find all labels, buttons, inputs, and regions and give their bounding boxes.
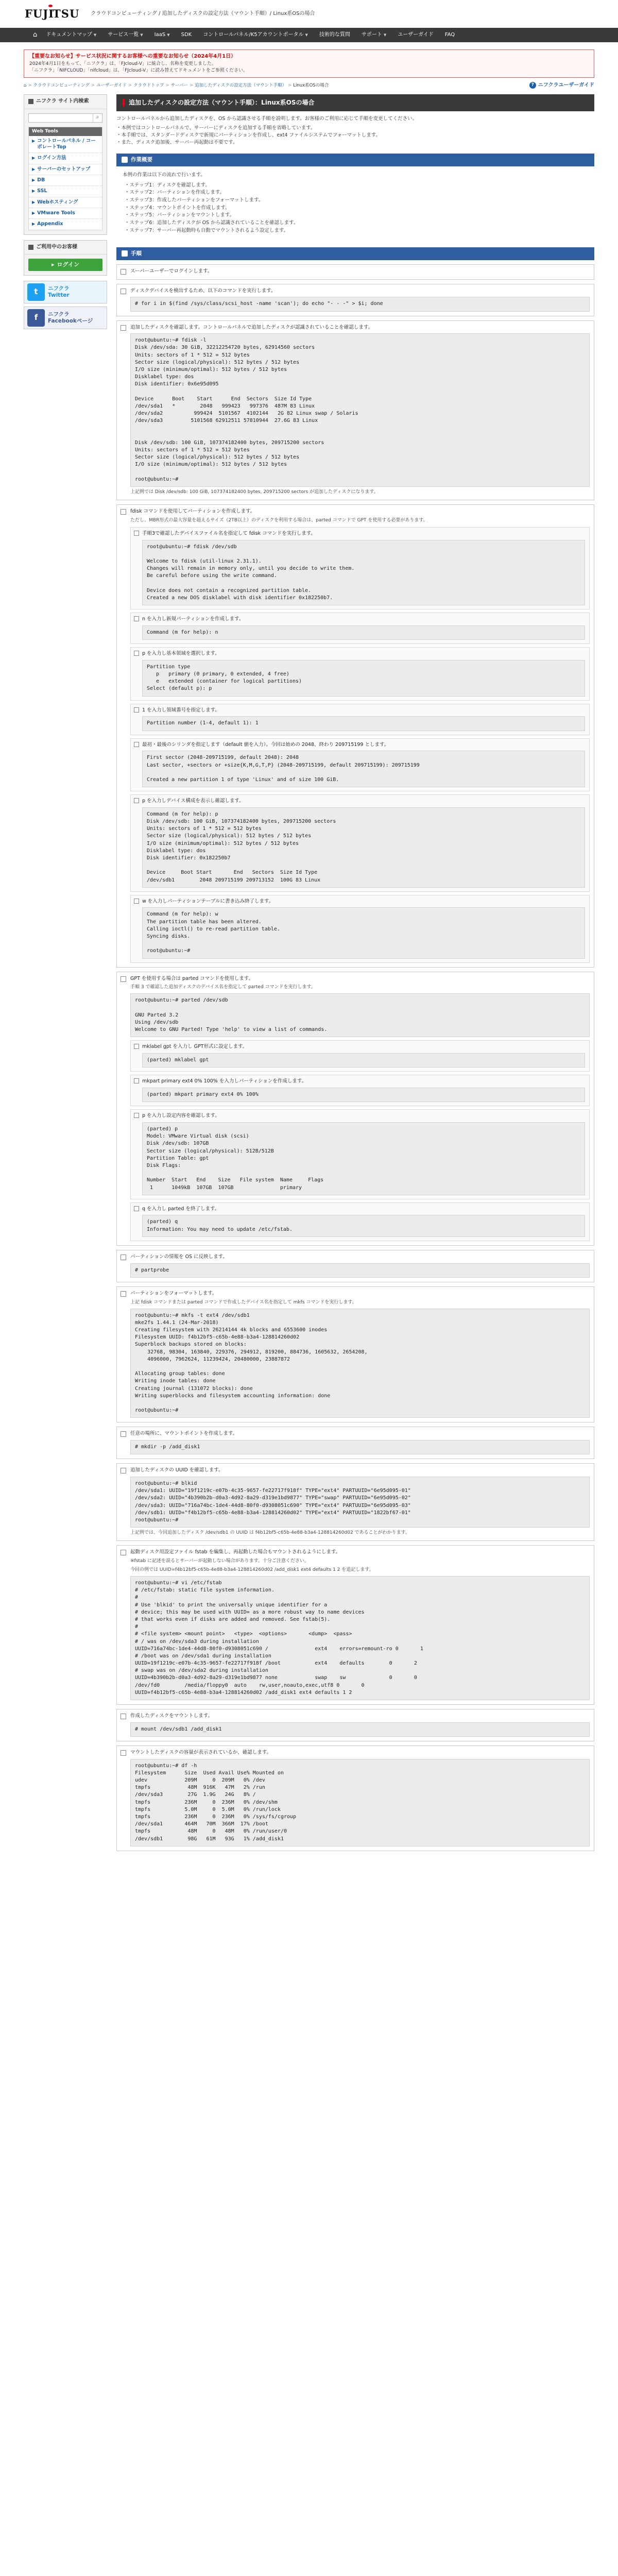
code-block: Command (m for help): w The partition table has been altered. Calling ioctl() to re-read partition table. Syncing disks. root@ubuntu:~# [142,907,585,958]
step-text: スーパーユーザーでログインします。 [130,268,213,274]
substep-text: n を入力し新規パーティションを作成します。 [142,616,244,622]
twitter-bird-icon: t [27,283,45,301]
substep [130,647,590,701]
substep [130,895,590,963]
overview-body [116,166,594,240]
nav-item-label: ユーザーガイド [398,31,434,38]
breadcrumb-item: Linux系OSの場合 [293,82,329,88]
steps-heading [116,247,594,260]
overview-item: ・ステップ2：パーティションを作成します。 [125,190,225,196]
substep-text: p を入力し設定内容を確認します。 [142,1113,220,1119]
nav-item[interactable] [149,28,176,42]
site-search-box [24,94,107,235]
substep-checkbox[interactable] [134,798,139,803]
header-title: クラウドコンピューティング / 追加したディスクの設定方法（マウント手順）/ Linux系OSの場合 [91,11,315,17]
substep-text: q を入力し parted を終了します。 [142,1206,220,1212]
substep-checkbox[interactable] [134,1206,139,1211]
sidebar-link-label: コントロールパネル / コーポレートTop [37,138,96,150]
code-block: root@ubuntu:~# fdisk -l Disk /dev/sda: 30 GiB, 32212254720 bytes, 62914560 sectors Units: sectors of 1 * 512 = 512 bytes Sector size (logical/physical): 512 bytes / 512 bytes I/O size (minimum/optimal): 512 bytes / 512 bytes Disklabel type: dos Disk identifier: 0x6e95d095 Device Boot Start End Sectors Size Id Type /dev/sda1 * 2048 999423 997376 487M 83 Linux /dev/sda2 999424 5101567 4102144 2G 82 Linux swap / Solaris /dev/sda3 5101568 62912511 57810944 27.6G 83 Linux Disk /dev/sdb: 100 GiB, 107374182400 bytes, 209715200 sectors Units: sectors of 1 * 512 = 512 bytes Sector size (logical/physical): 512 bytes / 512 bytes I/O size (minimum/optimal): 512 bytes / 512 bytes root@ubuntu:~# [130,333,590,487]
breadcrumb-item[interactable]: サーバー [170,82,188,88]
overview-item: ・ステップ6：追加したディスクが OS から認識されていることを確認します。 [125,220,299,226]
overview-item: ・ステップ1：ディスクを確認します。 [125,182,210,188]
arrow-right-icon: ▶ [32,166,36,172]
overview-item: ・ステップ7：サーバー再起動時も自動でマウントされるよう設定します。 [125,227,289,233]
notice-line: 2024年4月1日をもって、「ニフクラ」は、「FJcloud-V」に統合し、名称を変更しました。 [29,61,216,66]
site-search-title: ニフクラ サイト内検索 [36,98,89,105]
arrow-right-icon: ▶ [32,211,36,216]
code-block: root@ubuntu:~# mkfs -t ext4 /dev/sdb1 mke2fs 1.44.1 (24-Mar-2018) Creating filesystem with 26214144 4k blocks and 6553600 inodes Filesystem UUID: f4b12bf5-c65b-4e88-b3a4-128814260d02 Superblock backups stored on blocks: 32768, 98304, 163840, 229376, 294912, 819200, 884736, 1605632, 2654208, 4096000, 7962624, 11239424, 20480000, 23887872 Allocating group tables: done Writing inode tables: done Creating journal (131072 blocks): done Writing superblocks and filesystem accounting information: done root@ubuntu:~# [130,1309,590,1418]
substep [130,1109,590,1199]
sidebar-link-label: ログイン方法 [37,155,66,161]
user-section-icon [28,245,33,250]
chevron-down-icon: ▼ [93,32,97,37]
step-12 [116,1745,594,1851]
step-text: 任意の場所に、マウントポイントを作成します。 [130,1431,238,1437]
page-title-text: 追加したディスクの設定方法（マウント手順）：Linux系OSの場合 [129,99,315,107]
step-checkbox[interactable] [121,269,126,275]
step-text: ディスクデバイスを検出するため、以下のコマンドを実行します。 [130,287,276,294]
breadcrumb-separator: > [165,82,169,88]
sidebar-link[interactable] [29,186,102,197]
step-note: 手順 3 で確認した追加ディスクのデバイス名を指定して parted コマンドを実行します。 [130,985,316,990]
sidebar-link-label: サーバーのセットアップ [37,166,91,172]
step-note: 今回の例では UUID=f4b12bf5-c65b-4e88-b3a4-128814260d02 /add_disk1 ext4 defaults 1 2 を追記します。 [130,1567,374,1572]
step-text: 追加したディスクを確認します。コントロールパネルで追加したディスクが認識されていることを確認します。 [130,324,373,330]
substep-text: 手順3で確認したデバイスファイル名を指定して fdisk コマンドを実行します。 [142,530,316,536]
substep-checkbox[interactable] [134,1044,139,1049]
substep-text: 1 を入力し領域番号を指定します。 [142,707,220,713]
step-note: ただし、MBR形式の最大容量を超えるサイズ（2TB以上）のディスクを利用する場合は、parted コマンドで GPT を使用する必要があります。 [130,517,428,523]
overview-heading-text: 作業概要 [131,156,152,163]
code-block: # mkdir -p /add_disk1 [130,1440,590,1454]
code-block: root@ubuntu:~# df -h Filesystem Size Used Avail Use% Mounted on udev 209M 0 209M 0% /dev tmpfs 48M 916K 47M 2% /run /dev/sda3 27G 1.9G 24G 8% / tmpfs 236M 0 236M 0% /dev/shm tmpfs 5.0M 0 5.0M 0% /run/lock tmpfs 236M 0 236M 0% /sys/fs/cgroup /dev/sda1 464M 70M 366M 17% /boot tmpfs 48M 0 48M 0% /run/user/0 /dev/sdb1 98G 61M 93G 1% /add_disk1 [130,1759,590,1846]
substep [130,1040,590,1072]
step-3 [116,320,594,501]
substep [130,527,590,609]
home-icon[interactable]: ⌂ [33,30,38,39]
code-block: Partition type p primary (0 primary, 0 extended, 4 free) e extended (container for logical partitions) Select (default p): p [142,660,585,697]
section-icon [122,250,128,257]
nav-item[interactable] [40,28,102,42]
substep [130,1075,590,1106]
nav-item[interactable] [176,28,198,42]
substep-checkbox[interactable] [134,651,139,656]
sidebar-link[interactable] [29,175,102,186]
code-block: (parted) mkpart primary ext4 0% 100% [142,1088,585,1102]
step-checkbox[interactable] [121,1431,126,1437]
chevron-down-icon: ▼ [305,32,308,37]
code-block: (parted) q Information: You may need to update /etc/fstab. [142,1215,585,1236]
step-checkbox[interactable] [121,325,126,331]
step-text: マウントしたディスクの容量が表示されているか、確認します。 [130,1749,271,1755]
step-text: パーティションをフォーマットします。 [130,1290,217,1296]
arrow-right-icon: ▶ [32,199,36,205]
site-search [28,113,102,123]
step-note: 上記 fdisk コマンドまたは parted コマンドで作成したデバイス名を指定して mkfs コマンドを実行します。 [130,1299,357,1305]
nav-item-label: FAQ [444,31,455,38]
step-text: 作成したディスクをマウントします。 [130,1713,213,1719]
breadcrumb-separator: > [288,82,292,88]
overview-lead: 本例の作業は以下の流れで行います。 [123,172,205,178]
nav-item[interactable] [197,28,314,42]
notice-title: 【重要なお知らせ】サービス状況に関するお客様への重要なお知らせ（2024年4月1日） [29,54,236,59]
main-nav [0,28,618,42]
facebook-f-icon: f [27,309,45,327]
step-1 [116,264,594,280]
code-block: Command (m for help): p Disk /dev/sdb: 100 GiB, 107374182400 bytes, 209715200 sectors Units: sectors of 1 * 512 = 512 bytes Sector size (logical/physical): 512 bytes / 512 bytes I/O size (minimum/optimal): 512 bytes / 512 bytes Disklabel type: dos Disk identifier: 0x182250b7 Device Boot Start End Sectors Size Id Type /dev/sdb1 2048 209715199 209713152 100G 83 Linux [142,807,585,888]
substep [130,738,590,792]
page-title [116,94,594,111]
substep-text: p を入力しデバイス構成を表示し確認します。 [142,798,244,804]
substep [130,613,590,644]
substep-text: mkpart primary ext4 0% 100% を入力しパーティションを作成します。 [142,1078,307,1084]
overview-item: ・ステップ5：パーティションをマウントします。 [125,212,235,218]
substep [130,704,590,735]
title-marker [123,99,125,107]
sidebar-link-label: Appendix [37,221,63,227]
breadcrumb-item[interactable]: クラウドコンピューティング [33,82,90,88]
arrow-right-icon: ▶ [32,222,36,227]
code-block: First sector (2048-209715199, default 2048): 2048 Last sector, +sectors or +size{K,M,G,T,P} (2048-209715199, default 209715199): 209715199 Created a new partition 1 of type 'Linux' and of size 100 GiB. [142,751,585,787]
site-search-input[interactable] [29,114,93,122]
substep-text: mklabel gpt を入力し GPT形式に設定します。 [142,1044,248,1050]
substep-checkbox[interactable] [134,531,139,536]
step-text: fdisk コマンドを使用してパーティションを作成します。 [130,509,255,515]
search-icon[interactable]: ⌕ [93,114,102,122]
code-block: # partprobe [130,1263,590,1278]
nav-item-label: コントロールパネル/K5アカウントポータル [203,31,304,38]
code-block: root@ubuntu:~# fdisk /dev/sdb Welcome to fdisk (util-linux 2.31.1). Changes will remain in memory only, until you decide to write them. Be careful before using the write command. Device does not contain a recognized partition table. Created a new DOS disklabel with disk identifier 0x182250b7. [142,540,585,606]
step-note: 上記例では Disk /dev/sdb: 100 GiB, 107374182400 bytes, 209715200 sectors が追加したディスクになります。 [130,489,379,495]
intro-text: コントロールパネルから追加したディスクを、OS から認識させる手順を説明します。お客様のご利用に応じて手順を変更してください。 [116,116,418,122]
substep-checkbox[interactable] [134,1113,139,1118]
breadcrumb [24,82,329,89]
sidebar-link-label: VMware Tools [37,210,75,216]
twitter-banner[interactable] [24,281,107,303]
arrow-right-icon: ▶ [32,138,36,143]
intro-note: ・本例ではコントロールパネルで、サーバーにディスクを追加する手順を省略しています。 [116,125,316,131]
breadcrumb-item[interactable]: クラウドトップ [133,82,164,88]
nav-item-label: ドキュメントマップ [46,31,92,38]
substep-checkbox[interactable] [134,1078,139,1083]
nav-item[interactable] [356,28,392,42]
step-checkbox[interactable] [121,1255,126,1260]
substep-text: 最初・最後のシリンダを指定します（default 値を入力）。今回は始めの 2048、終わり 209715199 とします。 [142,741,389,748]
twitter-label: ニフクラ Twitter [48,285,70,299]
code-block: # for i in $(find /sys/class/scsi_host -name 'scan'); do echo "- - -" > $i; done [130,297,590,311]
facebook-label: ニフクラ Facebookページ [48,311,93,325]
nav-items [40,28,460,42]
code-block: root@ubuntu:~# blkid /dev/sda1: UUID="19f1219c-e07b-4c35-9657-fe22717f918f" TYPE="ext4" PARTUUID="6e95d095-01" /dev/sda2: UUID="4b390b2b-d0a3-4d92-8a29-d319e1bd9877" TYPE="swap" PARTUUID="6e95d095-02" /dev/sda3: UUID="716a74bc-1de4-44d8-80f0-d9308051c690" TYPE="ext4" PARTUUID="6e95d095-03" /dev/sdb1: UUID="f4b12bf5-c65b-4e88-b3a4-128814260d02" TYPE="ext4" PARTUUID="1822bf67-01" root@ubuntu:~# [130,1477,590,1528]
main-content [116,94,594,1851]
chevron-down-icon: ▼ [140,32,143,37]
customer-box [24,240,107,276]
customer-head [24,241,107,255]
step-checkbox[interactable] [121,976,126,982]
sidebar-link[interactable] [29,197,102,208]
code-block: (parted) mklabel gpt [142,1053,585,1067]
nav-item-label: SDK [181,31,192,38]
chevron-down-icon: ▼ [383,32,387,37]
step-8 [116,1427,594,1459]
sidebar-link[interactable] [29,219,102,229]
intro-note: ・また、ディスク追加後、サーバー再起動は不要です。 [116,139,238,145]
user-guide-label: ニフクラユーザーガイド [538,82,594,88]
breadcrumb-separator: > [190,82,194,88]
arrow-right-icon: ▶ [32,189,36,194]
step-checkbox[interactable] [121,1550,126,1555]
sidebar-link[interactable] [29,164,102,175]
nav-item[interactable] [314,28,356,42]
step-5 [116,972,594,1246]
nav-item-label: サービス一覧 [108,31,139,38]
breadcrumb-row [24,82,594,90]
step-checkbox[interactable] [121,509,126,515]
step-10 [116,1545,594,1705]
substep-checkbox[interactable] [134,707,139,713]
sidebar-link[interactable] [29,136,102,154]
step-text: 追加したディスクの UUID を確認します。 [130,1467,224,1473]
overview-heading [116,154,594,166]
code-block: root@ubuntu:~# parted /dev/sdb GNU Parted 3.2 Using /dev/sdb Welcome to GNU Parted! Type 'help' to view a list of commands. [130,993,590,1037]
step-text: パーティションの情報を OS に反映します。 [130,1253,228,1260]
step-2 [116,284,594,316]
substep [130,1202,590,1241]
step-text: 起動ディスク用設定ファイル fstab を編集し、再起動した場合もマウントされるようにします。 [130,1549,341,1555]
overview-item: ・ステップ4：マウントポイントを作成します。 [125,205,230,211]
breadcrumb-item[interactable]: ユーザーガイド [96,82,127,88]
step-9 [116,1463,594,1541]
substep [130,794,590,892]
user-guide-link[interactable] [529,82,594,90]
step-checkbox[interactable] [121,1291,126,1297]
substep-text: w を入力しパーティションテーブルに書き込み終了します。 [142,898,274,904]
overview-list [123,182,588,235]
step-checkbox[interactable] [121,1714,126,1719]
breadcrumb-separator: > [91,82,95,88]
substep-checkbox[interactable] [134,742,139,747]
substep-checkbox[interactable] [134,899,139,904]
substep-checkbox[interactable] [134,616,139,621]
arrow-right-icon: ▶ [32,156,36,161]
nav-item[interactable] [392,28,439,42]
step-11 [116,1709,594,1741]
login-label: ログイン [57,261,79,268]
logo-text: FUJI TSU [25,6,79,22]
layout [24,94,594,1851]
step-checkbox[interactable] [121,1468,126,1473]
web-tools-links [29,136,102,230]
search-section-icon [28,99,33,104]
sidebar-link[interactable] [29,153,102,164]
sidebar [24,94,107,332]
web-tools-panel [28,127,102,230]
nav-item-label: 技術的な質問 [319,31,350,38]
step-text: GPT を使用する場合は parted コマンドを使用します。 [130,975,254,981]
home-icon[interactable]: ⌂ [24,82,27,88]
overview-item: ・ステップ3：作成したパーティションをフォーマットします。 [125,197,264,203]
important-notice [24,49,594,78]
breadcrumb-separator: > [28,82,32,88]
notice-line: 「ニフクラ」「NIFCLOUD」「nifcloud」は、「FJcloud-V」に読み替えてドキュメントをご参照ください。 [29,67,248,73]
sidebar-link-label: Webホスティング [37,199,78,205]
step-checkbox[interactable] [121,1750,126,1756]
site-search-head [24,95,107,109]
facebook-banner[interactable] [24,307,107,329]
fujitsu-logo[interactable] [25,6,79,22]
intro-note: ・本手順では、スタンダードディスクで新規にパーティションを作成し、ext4 ファイルシステムでフォーマットします。 [116,132,381,139]
help-icon: ? [529,82,536,89]
nav-item[interactable] [439,28,460,42]
nav-item-label: サポート [361,31,382,38]
step-note: 上記例では、今回追加したディスク /dev/sdb1 の UUID は f4b12bf5-c65b-4e88-b3a4-128814260d02 であることがわかります。 [130,1530,410,1536]
section-icon [122,157,128,163]
code-block: (parted) p Model: VMware Virtual disk (scsi) Disk /dev/sdb: 107GB Sector size (logical/physical): 512B/512B Partition Table: gpt Disk Flags: Number Start End Size File system Name Flags 1 1049kB 107GB 107GB primary [142,1122,585,1195]
step-6 [116,1250,594,1282]
sidebar-link[interactable] [29,208,102,219]
breadcrumb-separator: > [128,82,132,88]
code-block: Command (m for help): n [142,625,585,640]
nav-item-label: IaaS [154,31,166,38]
chevron-down-icon: ▼ [167,32,170,37]
site-header [0,0,618,28]
login-button[interactable] [28,259,102,271]
step-note: ※fstab に記述を誤るとサーバーが起動しない場合があります。十分ご注意ください。 [130,1558,309,1564]
step-7 [116,1286,594,1422]
customer-title: ご利用中のお客様 [36,244,77,250]
code-block: root@ubuntu:~# vi /etc/fstab # /etc/fstab: static file system information. # # Use 'blkid' to print the universally unique identifier for a # device; this may be used with UUID= as a more robust way to name devices # that works even if disks are added and removed. See fstab(5). # # <file system> <mount point> <type> <options> <dump> <pass> # / was on /dev/sda3 during installation UUID=716a74bc-1de4-44d8-80f0-d9308051c690 / ext4 errors=remount-ro 0 1 # /boot was on /dev/sda1 during installation UUID=19f1219c-e07b-4c35-9657-fe22717f918f /boot ext4 defaults 0 2 # swap was on /dev/sda2 during installation UUID=4b390b2b-d0a3-4d92-8a29-d319e1bd9877 none swap sw 0 0 /dev/fd0 /media/floppy0 auto rw,user,noauto,exec,utf8 0 0 UUID=f4b12bf5-c65b-4e88-b3a4-128814260d02 /add_disk1 ext4 defaults 1 2 [130,1576,590,1700]
step-checkbox[interactable] [121,289,126,294]
web-tools-head: Web Tools [29,127,102,136]
code-block: # mount /dev/sdb1 /add_disk1 [130,1722,590,1737]
sidebar-link-label: SSL [37,188,47,194]
arrow-right-icon: ▶ [32,178,36,183]
step-4 [116,504,594,968]
code-block: Partition number (1-4, default 1): 1 [142,716,585,731]
sidebar-link-label: DB [37,177,45,183]
nav-item[interactable] [102,28,148,42]
breadcrumb-item[interactable]: 追加したディスクの設定方法（マウント手順） [195,82,287,88]
steps-heading-text: 手順 [131,250,142,257]
login-arrow-icon: ▸ [52,261,55,268]
substep-text: p を入力し基本領域を選択します。 [142,651,220,657]
